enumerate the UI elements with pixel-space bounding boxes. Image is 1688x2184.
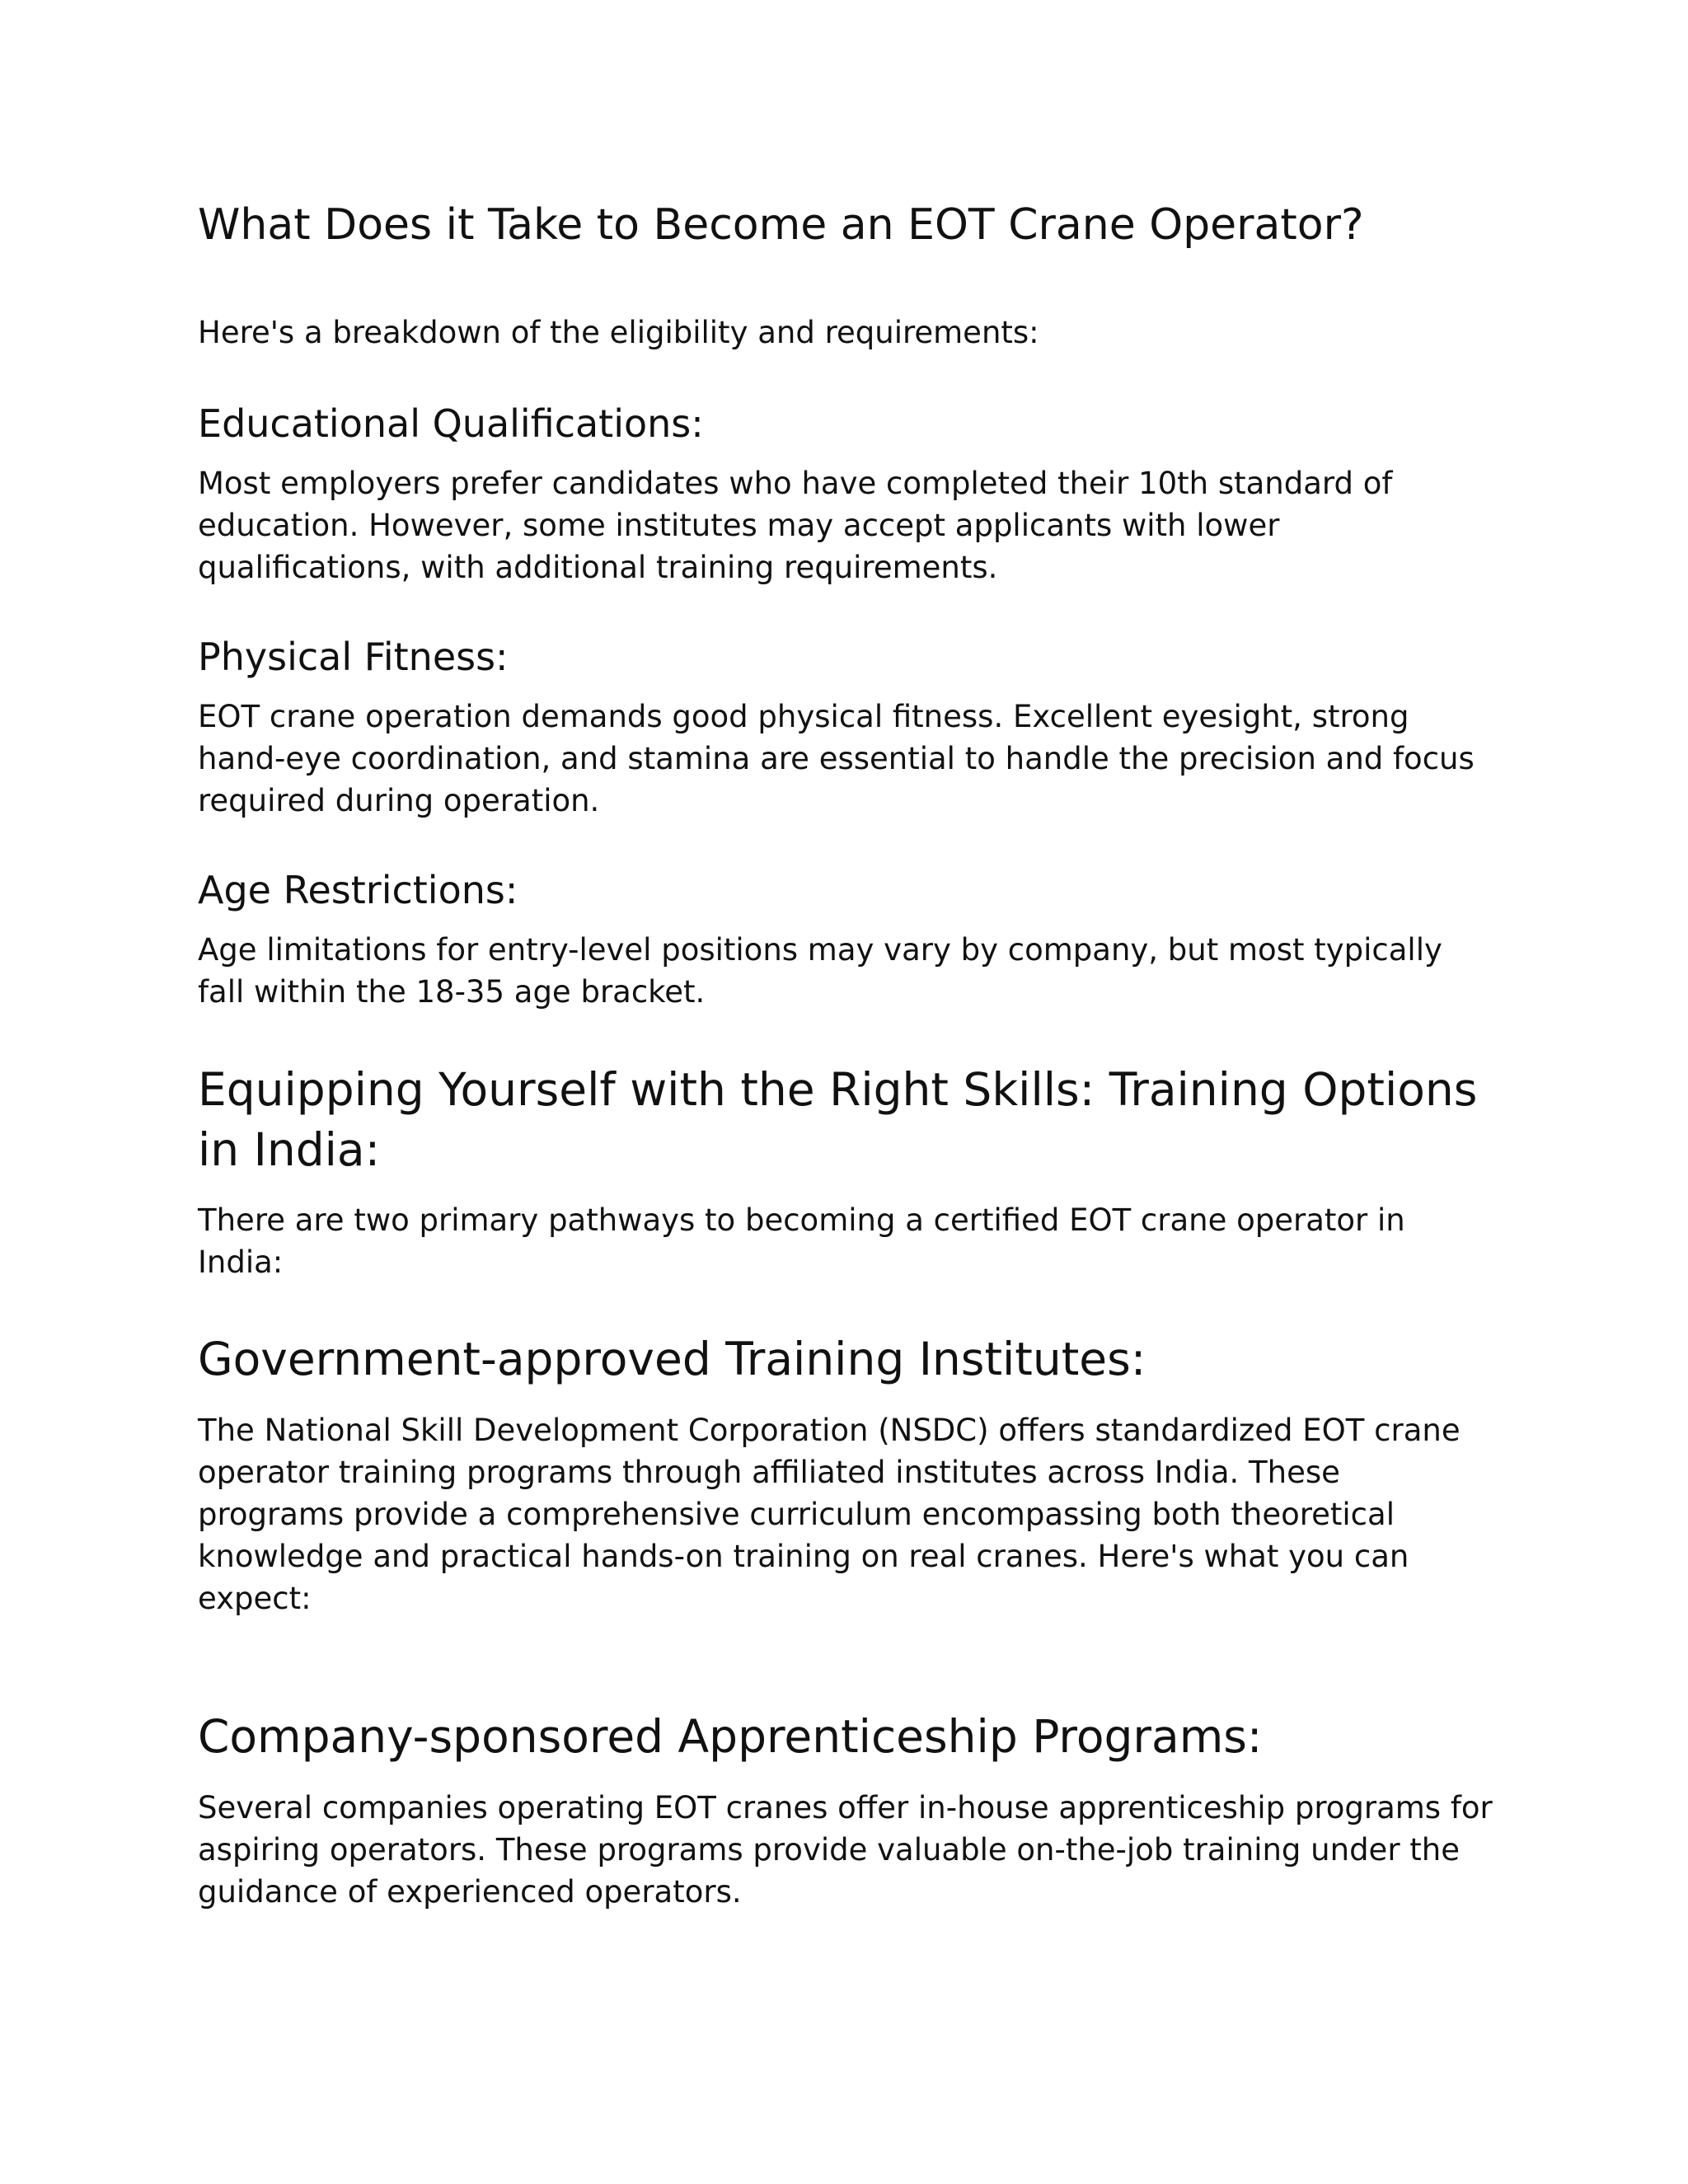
- age-heading: Age Restrictions:: [198, 868, 518, 912]
- training-text: There are two primary pathways to becoming a certified EOT crane operator in India:: [198, 1202, 1405, 1280]
- intro-text: Here's a breakdown of the eligibility and requirements:: [198, 315, 1039, 350]
- age-text: Age limitations for entry-level positions may vary by company, but most typically fall within the 18-35 age bracket.: [198, 932, 1442, 1010]
- education-heading: Educational Qualifications:: [198, 401, 704, 446]
- government-text: The National Skill Development Corporation (NSDC) offers standardized EOT crane operator training programs through affiliated institutes across India. These programs provide a comprehensive curriculum encompassing both theoretical knowledge and practical hands-on training on real cranes. Here's what you can expect:: [198, 1413, 1461, 1616]
- education-text: Most employers prefer candidates who have completed their 10th standard of education. However, some institutes may accept applicants with lower qualifications, with additional training requirements.: [198, 466, 1393, 585]
- government-heading: Government-approved Training Institutes:: [198, 1333, 1146, 1385]
- company-text: Several companies operating EOT cranes offer in-house apprenticeship programs for aspiring operators. These programs provide valuable on-the-job training under the guidance of experienced operators.: [198, 1790, 1493, 1910]
- page-title: What Does it Take to Become an EOT Crane Operator?: [198, 200, 1364, 250]
- training-heading: Equipping Yourself with the Right Skills: Training Options in India:: [198, 1063, 1478, 1176]
- fitness-text: EOT crane operation demands good physical fitness. Excellent eyesight, strong hand-eye coordination, and stamina are essential to handle the precision and focus required during operation.: [198, 699, 1475, 818]
- fitness-heading: Physical Fitness:: [198, 635, 509, 679]
- company-heading: Company-sponsored Apprenticeship Programs:: [198, 1710, 1263, 1763]
